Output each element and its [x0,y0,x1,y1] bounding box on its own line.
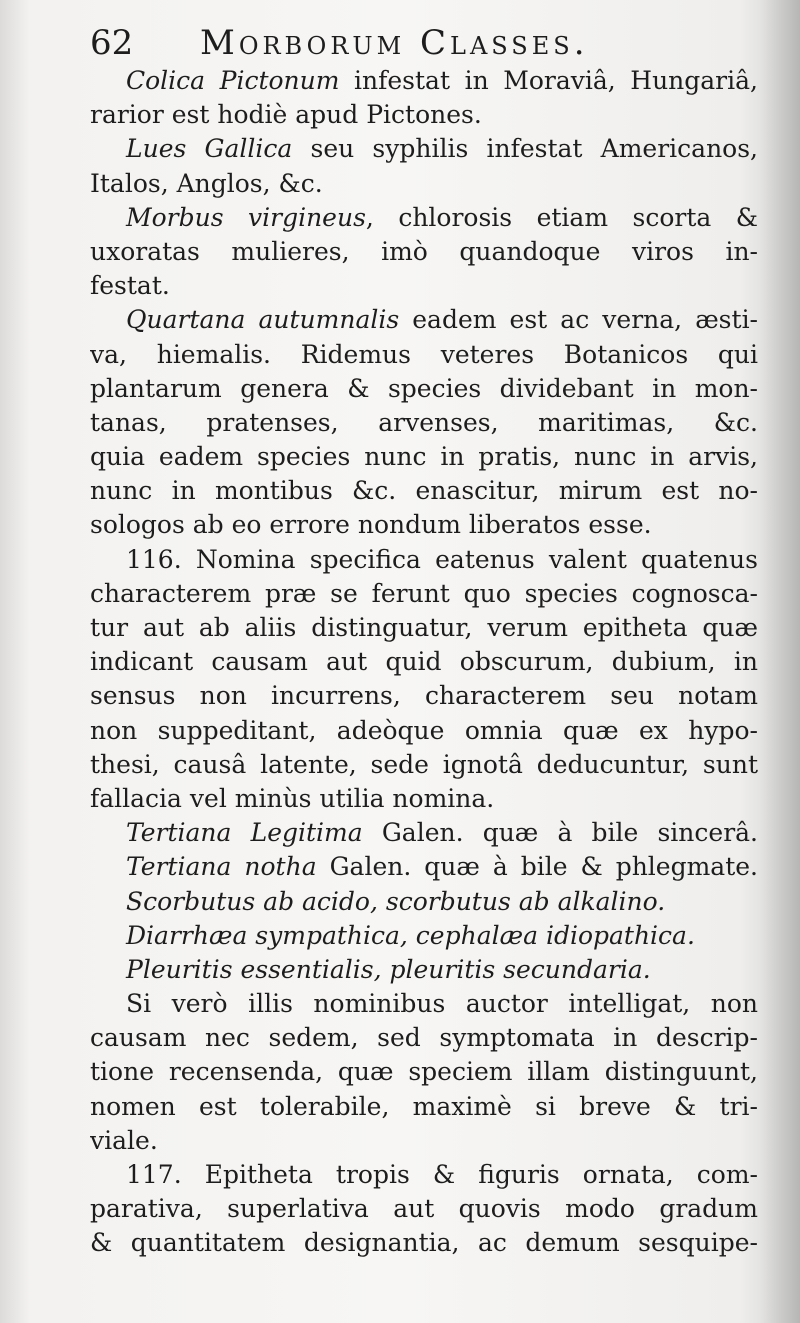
text-line: thesi, causâ latente, sede ignotâ deducuntur, sunt [90,749,758,779]
text-line: Morbus virgineus, chlorosis etiam scorta & [126,202,758,232]
page-header [90,20,770,66]
text-line [90,885,758,919]
text-line: tione recensenda, quæ speciem illam distinguunt, [90,1057,758,1087]
italic-text: Diarrhæa sympathica, cephalæa idiopathica. [126,920,695,950]
text-line: nunc in montibus &c. enascitur, mirum est no- [90,476,758,506]
text-line [90,919,758,953]
text-line: Quartana autumnalis eadem est ac verna, æsti- [126,305,758,335]
text-line: Colica Pictonum infestat in Moraviâ, Hungariâ, [126,66,758,95]
italic-term: Tertiana notha [126,852,317,882]
running-title: Morborum Classes. [200,23,589,63]
page-number: 62 [90,23,134,63]
italic-term: Lues Gallica [126,134,293,164]
text-line: uxoratas mulieres, imò quandoque viros in- [90,236,758,266]
italic-term: Morbus virgineus [126,202,366,232]
text-line: sensus non incurrens, characterem seu notam [90,681,758,711]
text-line: quia eadem species nunc in pratis, nunc in arvis, [90,442,758,472]
text-line: rarior est hodiè apud Pictones. [90,100,482,130]
text-line: causam nec sedem, sed symptomata in descrip- [90,1023,758,1053]
text-line: fallacia vel minùs utilia nomina. [90,783,495,813]
italic-term: Colica Pictonum [126,66,340,95]
text-line: 116. Nomina specifica eatenus valent quatenus [126,544,758,574]
text-line: tanas, pratenses, arvenses, maritimas, &c. [90,407,758,437]
text-line: tur aut ab aliis distinguatur, verum epitheta quæ [90,613,758,642]
text-line: viale. [90,1125,158,1155]
text-line: characterem præ se ferunt quo species cognosca- [90,578,758,608]
italic-term: Tertiana Legitima [126,818,363,848]
text-line: Italos, Anglos, &c. [90,168,323,198]
page-body-text [90,64,758,1261]
text-line: Si verò illis nominibus auctor intelligat, non [126,989,758,1019]
text-line: 117. Epitheta tropis & figuris ornata, com- [126,1160,758,1189]
italic-text: Pleuritis essentialis, pleuritis secundaria. [126,954,651,984]
text-line: sologos ab eo errore nondum liberatos esse. [90,510,652,540]
text-line: Tertiana Legitima Galen. quæ à bile sincerâ. [126,818,758,848]
text-line: va, hiemalis. Ridemus veteres Botanicos qui [90,339,758,369]
italic-term: Quartana autumnalis [126,305,400,335]
text-line: parativa, superlativa aut quovis modo gradum [90,1194,758,1224]
text-line: non suppeditant, adeòque omnia quæ ex hypo- [90,715,758,745]
text-line: indicant causam aut quid obscurum, dubium, in [90,647,758,677]
text-line: Lues Gallica seu syphilis infestat Americanos, [126,134,758,164]
text-line: Tertiana notha Galen. quæ à bile & phlegmate. [126,852,758,882]
text-line: nomen est tolerabile, maximè si breve & tri- [90,1091,758,1121]
text-line: festat. [90,271,170,301]
text-line: & quantitatem designantia, ac demum sesquipe- [90,1228,758,1258]
italic-text: Scorbutus ab acido, scorbutus ab alkalino. [126,886,666,916]
text-line: plantarum genera & species dividebant in mon- [90,373,758,403]
text-line [90,953,758,987]
